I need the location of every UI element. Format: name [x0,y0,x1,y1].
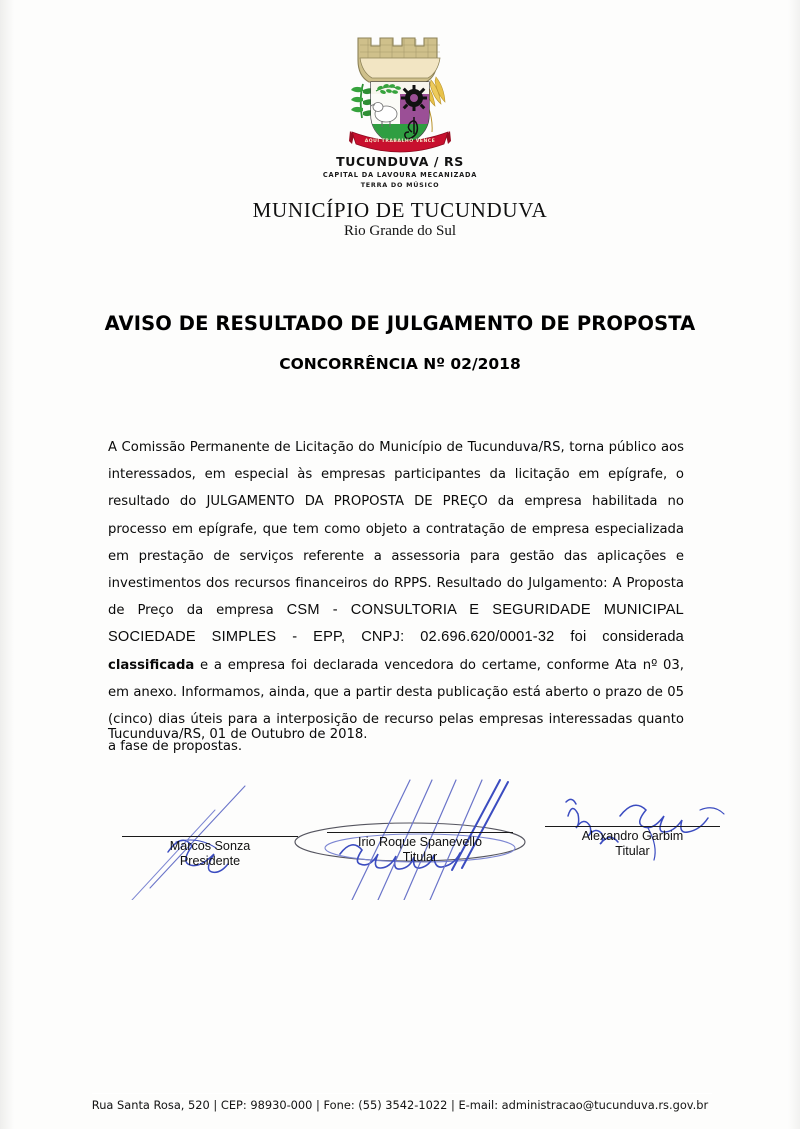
tucunduva-coat-of-arms-icon [342,28,458,153]
footer-contact: Rua Santa Rosa, 520 | CEP: 98930-000 | Fone: (55) 3542-1022 | E-mail: administracao@tucunduva.rs.gov.br [91,1098,709,1112]
body-part-1: A Comissão Permanente de Licitação do Município de Tucunduva/RS, torna público aos interessados, em especial às empresas participantes da licitação em epígrafe, o resultado do JULGAMENTO DA PROPOSTA DE PREÇO da empresa habilitada no processo em epígrafe, que tem como objeto a contratação de empresa especializada em prestação de serviços referente a assessoria para gestão das aplicações e investimentos dos recursos financeiros do RPPS. Resultado do Julgamento: A Proposta de Preço da empresa [108,440,684,619]
signer-name: Marcos Sonza [169,839,251,853]
state-name: Rio Grande do Sul [343,223,457,239]
signer-name: Irio Roque Spanevello [358,835,482,849]
signer-role: Titular [615,844,650,858]
crest-title: TUCUNDUVA / RS [336,154,464,169]
document-header [0,28,800,240]
company-name: CSM - CONSULTORIA E SEGURIDADE MUNICIPAL SOCIEDADE SIMPLES - EPP, CNPJ: 02.696.620/0001-32 [108,602,684,646]
signature-rule [327,832,513,833]
footer-divider [92,1093,712,1094]
signature-block [122,836,298,869]
body-part-2: foi considerada [554,629,684,646]
body-text-block [108,434,684,760]
body-paragraph [108,434,684,760]
svg-text:AQUI TRABALHO VENCE: AQUI TRABALHO VENCE [364,139,436,144]
signature-rule [545,826,720,827]
signature-rule [122,836,298,837]
body-part-3: e a empresa foi declarada vencedora do certame, conforme Ata nº 03, em anexo. Informamos, ainda, que a partir desta publicação está aberto o prazo de 05 (cinco) dias úteis para a interposição de recurso pelas empresas interessadas quanto a fase de propostas. [108,657,684,755]
status-classificada: classificada [108,657,195,673]
signer-name: Alexandro Garbim [581,829,684,843]
signature-block [327,832,513,865]
municipality-name: MUNICÍPIO DE TUCUNDUVA [252,198,548,222]
page-title: AVISO DE RESULTADO DE JULGAMENTO DE PROPOSTA [104,312,696,335]
signature-area [0,770,800,900]
crest-subtitle-terra: TERRA DO MÚSICO [360,181,440,189]
crest-subtitle-capital: CAPITAL DA LAVOURA MECANIZADA [322,171,478,179]
date-line: Tucunduva/RS, 01 de Outubro de 2018. [108,727,368,742]
signer-role: Presidente [179,854,241,868]
signer-role: Titular [402,850,438,864]
page-subtitle: CONCORRÊNCIA Nº 02/2018 [279,355,521,373]
signature-block [545,826,720,859]
